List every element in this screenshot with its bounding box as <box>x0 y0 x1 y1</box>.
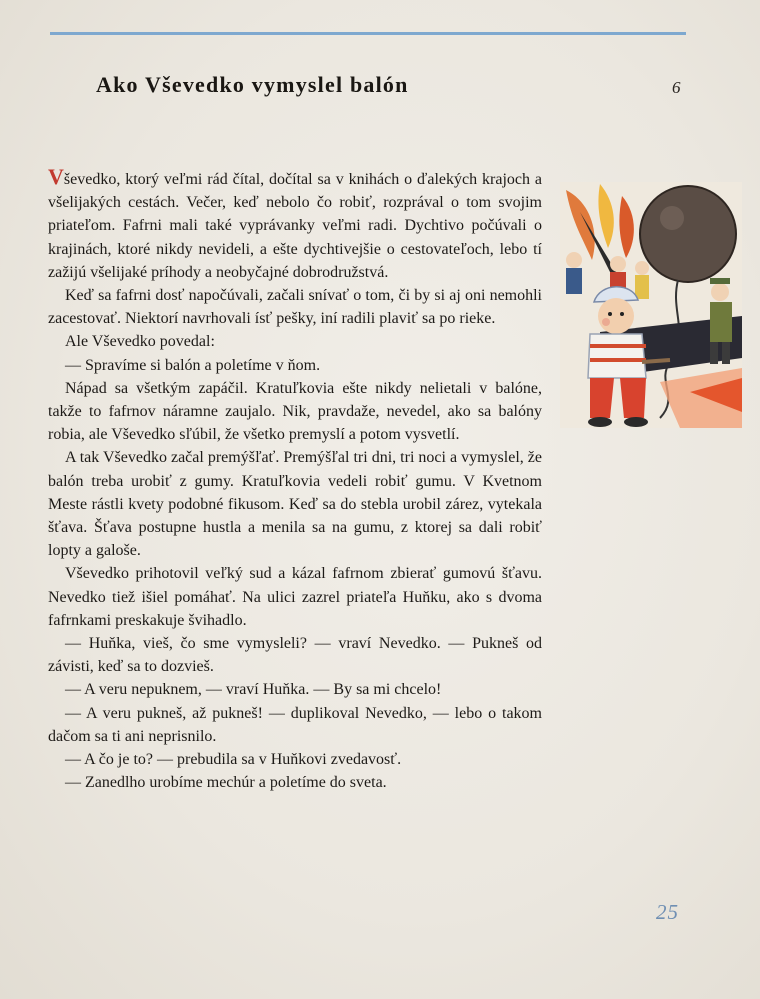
paragraph: Nápad sa všetkým zapáčil. Kratuľkovia ešte nikdy nelietali v balóne, takže to fafrnov náramne zaujalo. Nik, pravdaže, nevedel, ako sa balóny robia, ale Vševedko sľúbil, že všetko premyslí a potom vysvetlí. <box>48 379 542 444</box>
figure-head <box>566 252 582 268</box>
figure-body <box>635 275 649 299</box>
pump-handle <box>642 360 670 362</box>
paragraph: A tak Vševedko začal premýšľať. Premýšľal tri dni, tri noci a vymyslel, že balón treba urobiť z gumy. Kratuľkovia vedeli robiť gumu. V Kvetnom Meste rástli kvety podobné fikusom. Keď sa do stebla urobil zárez, vytekala šťava. Šťava postupne hustla a menila sa na gumu, z ktorej sa dali robiť lopty a galoše. <box>48 449 542 560</box>
paragraph <box>48 164 542 284</box>
figure-leg <box>722 342 730 364</box>
page-number: 25 <box>656 900 679 924</box>
paragraph: — Huňka, vieš, čo sme vymysleli? — vraví Nevedko. — Pukneš od závisti, keď sa to dozvieš. <box>48 635 542 676</box>
boy-shoe <box>624 417 648 427</box>
chapter-number: 6 <box>672 78 681 97</box>
paragraph: — A veru pukneš, až pukneš! — duplikoval Nevedko, — lebo o takom dačom sa ti ani neprisnilo. <box>48 704 542 745</box>
top-rule <box>50 32 686 35</box>
figure-leg <box>710 342 718 364</box>
boy-shoe <box>588 417 612 427</box>
paragraph: — A veru nepuknem, — vraví Huňka. — By sa mi chcelo! <box>65 681 442 699</box>
figure-head <box>635 261 649 275</box>
boy-face <box>598 298 634 334</box>
balloon-illustration <box>560 182 742 428</box>
figure-body <box>566 268 582 294</box>
paragraph-text: ševedko, ktorý veľmi rád čítal, dočítal sa v knihách o ďalekých krajoch a všelijakých cestách. Večer, keď nebolo čo robiť, rozprával o tom svojim priateľom. Fafrni mali také vyprávanky veľmi radi. Dychtivo počúvali o krajinách, ktoré nikdy nevideli, a ešte dychtivejšie o cestovateľoch, lebo tí zažijú všelijaké príhody a neobyčajné dobrodružstvá. <box>48 171 542 281</box>
boy-leg <box>590 378 614 418</box>
paragraph: — Spravíme si balón a poletíme v ňom. <box>65 356 321 374</box>
balloon-highlight <box>660 206 684 230</box>
figure-hat <box>710 278 730 284</box>
body-text <box>48 164 542 794</box>
figure-body <box>710 302 732 342</box>
figure-head <box>610 256 626 272</box>
paragraph: — Zanedlho urobíme mechúr a poletíme do sveta. <box>65 774 387 792</box>
paragraph: Keď sa fafrni dosť napočúvali, začali snívať o tom, či by si aj oni nemohli zacestovať. Niektorí navrhovali ísť pešky, iní radili plaviť sa po rieke. <box>48 287 542 328</box>
boy-cheek <box>602 318 610 326</box>
paragraph: Ale Vševedko povedal: <box>65 333 215 351</box>
boy-shirt <box>588 334 646 378</box>
boy-leg <box>620 378 646 418</box>
paragraph: — A čo je to? — prebudila sa v Huňkovi zvedavosť. <box>65 751 402 769</box>
paragraph: Vševedko prihotovil veľký sud a kázal fafrnom zbierať gumovú šťavu. Nevedko tiež išiel pomáhať. Na ulici zazrel priateľa Huňku, ako s dvoma fafrnkami preskakuje švihadlo. <box>48 565 542 629</box>
boy-eye <box>608 312 612 316</box>
drop-cap: V <box>48 164 64 189</box>
chapter-title: Ako Vševedko vymyslel balón <box>96 72 409 97</box>
boy-eye <box>620 312 624 316</box>
figure-head <box>711 283 729 301</box>
